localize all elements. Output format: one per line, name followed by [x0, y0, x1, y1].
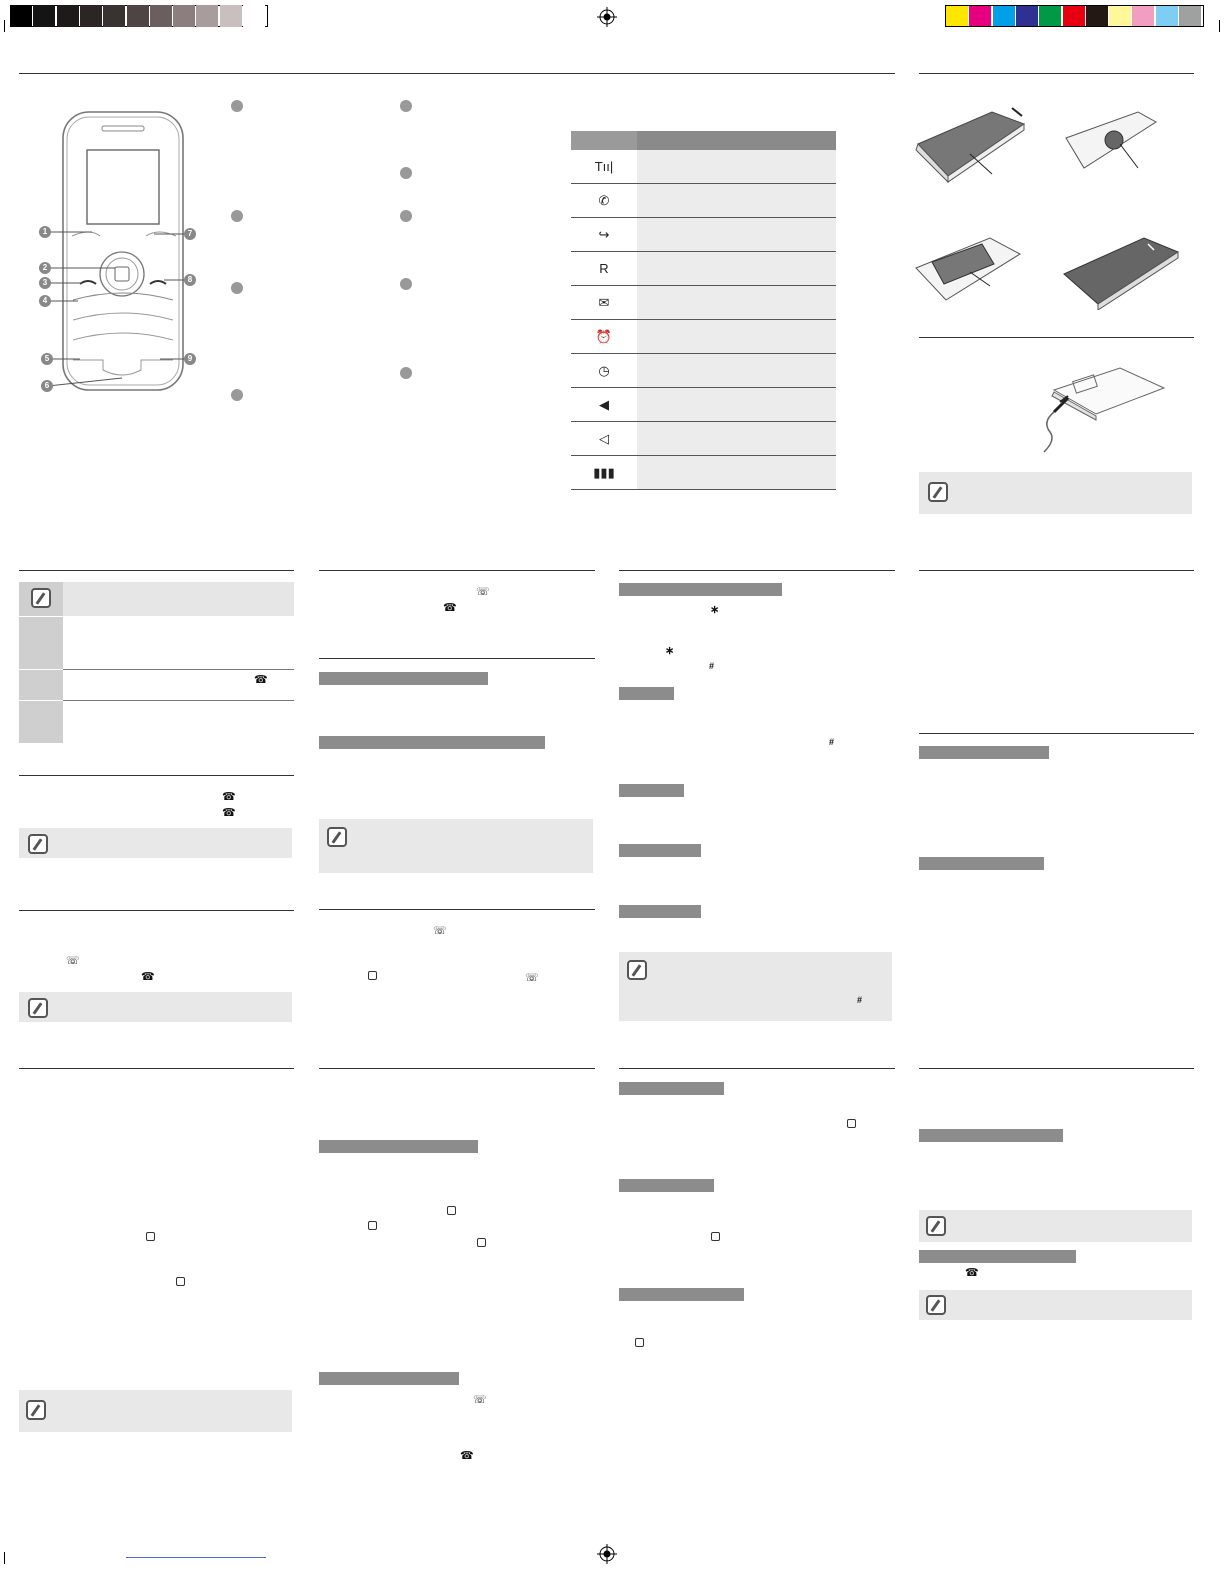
phone-callout-1: 1 — [39, 226, 51, 238]
battery-cover-closed-figure — [1060, 230, 1185, 310]
icon-definition-cell — [637, 184, 836, 218]
send-key-icon: ☏ — [66, 955, 80, 967]
end-key-icon: ☎ — [141, 971, 155, 983]
send-key-icon: ☏ — [476, 586, 490, 598]
charging-note — [919, 472, 1192, 514]
note-box — [319, 819, 593, 873]
key-bullet — [400, 210, 412, 222]
hash-key-icon: # — [829, 737, 835, 747]
end-key-icon: ☎ — [254, 674, 268, 686]
registration-target-icon — [597, 1544, 617, 1564]
confirm-key-icon — [368, 1221, 377, 1230]
phone-front-diagram — [30, 108, 205, 398]
section-bar — [919, 1250, 1076, 1263]
color-bar — [945, 5, 1204, 27]
note-grid-cell — [19, 670, 63, 700]
col1-rule-2 — [19, 775, 294, 776]
section-bar — [319, 672, 488, 685]
silent-profile-icon: ◁ — [571, 422, 637, 456]
gray-swatch — [220, 5, 242, 27]
col4-rule-1 — [919, 570, 1194, 571]
note-icon — [627, 960, 647, 980]
confirm-key-icon — [176, 1277, 185, 1286]
note-grid-row — [63, 582, 294, 616]
confirm-key-icon — [368, 971, 377, 980]
end-key-icon: ☎ — [222, 807, 236, 819]
phone-callout-2: 2 — [39, 262, 51, 274]
note-icon — [28, 998, 48, 1018]
charger-figure — [1030, 362, 1170, 457]
top-rule-right — [919, 73, 1194, 74]
phone-callout-5: 5 — [41, 353, 53, 365]
note-icon — [327, 827, 347, 847]
confirm-key-icon — [711, 1232, 720, 1241]
phone-callout-6: 6 — [41, 380, 53, 392]
note-grid-cell — [19, 701, 63, 743]
icon-definition-cell — [637, 252, 836, 286]
col2-rule-4 — [319, 1068, 595, 1069]
section-bar — [619, 784, 684, 797]
note-box — [919, 1210, 1192, 1242]
section-bar — [919, 746, 1049, 759]
section-bar — [619, 905, 701, 918]
icon-table-row — [571, 354, 836, 388]
normal-profile-icon: ◀ — [571, 388, 637, 422]
col2-rule-2 — [319, 658, 595, 659]
section-bar — [319, 736, 545, 749]
end-key-icon: ☎ — [965, 1267, 979, 1279]
confirm-key-icon — [477, 1238, 486, 1247]
icon-table-row — [571, 422, 836, 456]
gray-swatch — [173, 5, 195, 27]
star-key-icon: ∗ — [710, 604, 720, 616]
gray-swatch — [243, 5, 265, 27]
key-bullet — [231, 282, 243, 294]
icon-definition-cell — [637, 150, 836, 184]
key-bullet — [231, 100, 243, 112]
confirm-key-icon — [146, 1232, 155, 1241]
call-in-progress-icon: ✆ — [571, 184, 637, 218]
key-bullet — [400, 278, 412, 290]
col1-rule-3 — [19, 910, 294, 911]
note-icon — [28, 834, 48, 854]
alarm-icon: ⏰ — [571, 320, 637, 354]
icon-table-header-definition — [637, 131, 836, 150]
icon-table-row — [571, 184, 836, 218]
icon-table-row — [571, 150, 836, 184]
right-rule-charging — [919, 337, 1194, 338]
note-icon — [926, 1295, 946, 1315]
note-icon — [26, 1400, 46, 1420]
key-bullet — [400, 167, 412, 179]
note-box — [919, 1290, 1192, 1320]
phone-callout-3: 3 — [39, 277, 51, 289]
key-bullet — [400, 100, 412, 112]
phone-callout-9: 9 — [184, 353, 196, 365]
icon-definition-cell — [637, 286, 836, 320]
section-bar — [619, 583, 782, 596]
col2-rule-1 — [319, 570, 595, 571]
new-message-icon: ✉ — [571, 286, 637, 320]
crop-mark — [4, 20, 5, 32]
icon-table-row — [571, 320, 836, 354]
battery-insert-figure — [910, 232, 1030, 307]
note-icon — [926, 1216, 946, 1236]
top-rule-left — [19, 73, 895, 74]
end-key-icon: ☎ — [222, 791, 236, 803]
key-bullet — [400, 367, 412, 379]
section-bar — [619, 844, 701, 857]
confirm-key-icon — [447, 1206, 456, 1215]
col3-rule-1 — [619, 570, 895, 571]
star-key-icon: ∗ — [665, 645, 675, 657]
section-bar — [919, 857, 1044, 870]
gray-swatch — [10, 5, 32, 27]
icon-table-header — [571, 131, 836, 150]
col3-rule-2 — [619, 1068, 895, 1069]
note-box — [19, 828, 292, 858]
icon-table-row — [571, 218, 836, 252]
end-key-icon: ☎ — [443, 602, 457, 614]
note-icon — [928, 482, 948, 502]
gray-swatch — [80, 5, 102, 27]
icon-definition-cell — [637, 354, 836, 388]
icon-definition-cell — [637, 388, 836, 422]
section-bar — [619, 1082, 724, 1095]
phone-callout-8: 8 — [184, 274, 196, 286]
note-icon — [31, 588, 51, 608]
col4-rule-3 — [919, 1068, 1194, 1069]
battery-icon: ▮▮▮ — [571, 456, 637, 490]
key-bullet — [231, 210, 243, 222]
sim-card-figure — [1060, 108, 1180, 178]
call-diverting-icon: ↪ — [571, 218, 637, 252]
col4-rule-2 — [919, 733, 1194, 734]
section-bar — [919, 1129, 1063, 1142]
confirm-key-icon — [847, 1119, 856, 1128]
end-key-icon: ☎ — [460, 1450, 474, 1462]
note-box — [619, 952, 892, 1021]
note-box — [19, 992, 292, 1022]
icon-table-row — [571, 456, 836, 490]
icon-table-header-icon — [571, 131, 637, 150]
col2-rule-3 — [319, 909, 595, 910]
clock-icon: ◷ — [571, 354, 637, 388]
send-key-icon: ☏ — [525, 972, 539, 984]
gray-swatch — [103, 5, 125, 27]
gray-swatch — [150, 5, 172, 27]
roaming-icon: R — [571, 252, 637, 286]
status-icon-table — [571, 131, 836, 490]
section-bar — [319, 1372, 459, 1385]
note-grid-row — [63, 617, 294, 670]
crop-mark — [4, 1552, 5, 1564]
gray-swatch — [33, 5, 55, 27]
hash-key-icon: # — [709, 661, 715, 671]
registration-target-icon — [597, 7, 617, 27]
section-bar — [319, 1140, 478, 1153]
send-key-icon: ☏ — [433, 925, 447, 937]
icon-table-row — [571, 388, 836, 422]
gray-swatch — [196, 5, 218, 27]
footer-link-line — [126, 1557, 266, 1558]
section-bar — [619, 1288, 744, 1301]
col1-rule-1 — [19, 570, 294, 571]
icon-table-row — [571, 286, 836, 320]
note-box — [19, 1390, 292, 1432]
signal-strength-icon: Tıı| — [571, 150, 637, 184]
icon-table-row — [571, 252, 836, 286]
icon-definition-cell — [637, 320, 836, 354]
section-bar — [619, 687, 674, 700]
phone-callout-7: 7 — [184, 228, 196, 240]
crop-mark — [1219, 20, 1220, 32]
battery-cover-figure — [912, 104, 1032, 184]
gray-swatch — [57, 5, 79, 27]
icon-definition-cell — [637, 422, 836, 456]
key-bullet — [231, 389, 243, 401]
col1-rule-4 — [19, 1068, 294, 1069]
phone-callout-4: 4 — [39, 295, 51, 307]
confirm-key-icon — [635, 1338, 644, 1347]
section-bar — [619, 1179, 714, 1192]
icon-definition-cell — [637, 456, 836, 490]
send-key-icon: ☏ — [473, 1394, 487, 1406]
icon-definition-cell — [637, 218, 836, 252]
gray-swatch — [127, 5, 149, 27]
note-grid-cell — [19, 617, 63, 669]
note-grid-row — [63, 701, 294, 743]
hash-key-icon: # — [857, 995, 863, 1005]
